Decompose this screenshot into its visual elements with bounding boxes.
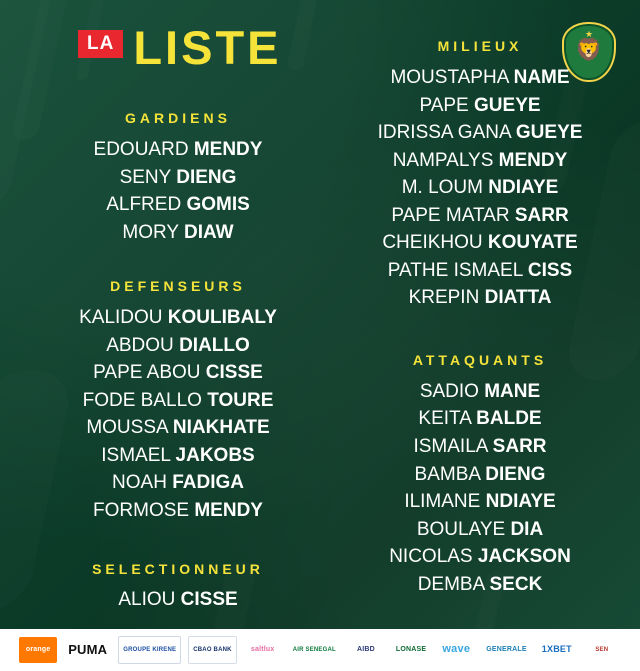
list-item <box>330 543 630 571</box>
player-last-name: DIALLO <box>179 334 250 356</box>
player-first-name: SADIO <box>419 380 479 402</box>
player-last-name: SARR <box>514 204 569 226</box>
player-last-name: TOURE <box>207 389 274 411</box>
section-selectionneur <box>18 561 338 614</box>
player-last-name: KOUYATE <box>487 232 578 254</box>
player-last-name: MENDY <box>193 139 263 160</box>
senegal-federation-crest-icon: ★ 🦁 <box>562 22 616 82</box>
sponsor-logo-saltlux: saltlux <box>244 637 282 663</box>
player-last-name: JACKSON <box>477 546 571 568</box>
section-title-gardiens: GARDIENS <box>125 110 231 126</box>
player-first-name: DEMBA <box>417 573 485 595</box>
list-item <box>330 433 630 461</box>
section-title-defenseurs: DEFENSEURS <box>110 278 246 295</box>
player-first-name: CHEIKHOU <box>382 232 483 254</box>
sponsor-bar <box>0 629 640 671</box>
player-last-name: MANE <box>484 380 541 402</box>
player-first-name: KEITA <box>418 408 471 430</box>
list-item <box>330 119 630 147</box>
list-item <box>330 284 630 312</box>
player-last-name: SECK <box>489 573 543 595</box>
list-item <box>18 469 338 497</box>
section-title-attaquants: ATTAQUANTS <box>412 351 548 368</box>
player-first-name: NAMPALYS <box>392 149 494 171</box>
list-item <box>330 229 630 257</box>
player-first-name: ISMAEL <box>101 444 171 466</box>
list-item <box>330 257 630 285</box>
list-item <box>18 414 338 442</box>
player-first-name: NOAH <box>112 472 167 494</box>
player-last-name: DIAW <box>184 221 234 243</box>
player-last-name: GUEYE <box>515 122 583 144</box>
player-last-name: JAKOBS <box>175 444 255 466</box>
player-first-name: PAPE <box>419 94 469 116</box>
list-item <box>330 405 630 433</box>
list-item <box>330 488 630 516</box>
section-gardiens <box>18 110 338 246</box>
list-item <box>330 174 630 202</box>
player-first-name: ALFRED <box>106 194 182 216</box>
player-first-name: ABDOU <box>106 334 174 356</box>
section-milieux <box>330 38 630 312</box>
player-last-name: NDIAYE <box>485 491 556 513</box>
player-first-name: FODE BALLO <box>82 389 202 411</box>
section-title-selectionneur: SELECTIONNEUR <box>92 560 264 577</box>
list-item <box>330 92 630 120</box>
list-item <box>18 164 338 192</box>
player-first-name: MOUSTAPHA <box>390 67 509 88</box>
coach-last-name: CISSE <box>180 588 238 610</box>
la-badge: LA <box>78 30 123 58</box>
sponsor-logo-cbao-bank: CBAO BANK <box>188 636 236 664</box>
player-first-name: ILIMANE <box>404 491 481 513</box>
player-first-name: PAPE ABOU <box>93 362 201 384</box>
sponsor-logo-air-senegal: AIR SENEGAL <box>289 637 340 663</box>
player-last-name: DIA <box>510 518 544 540</box>
right-column <box>330 38 630 604</box>
player-first-name: BAMBA <box>414 463 480 485</box>
list-item <box>18 136 338 164</box>
coach-first-name: ALIOU <box>118 588 176 610</box>
list-item <box>330 64 630 92</box>
sponsor-logo-orange: orange <box>19 637 57 663</box>
player-last-name: CISSE <box>205 362 263 384</box>
player-first-name: M. LOUM <box>401 177 483 199</box>
list-item <box>18 442 338 470</box>
sponsor-logo-groupe-kirene: GROUPE KIRENE <box>118 636 181 664</box>
player-last-name: SARR <box>492 436 547 458</box>
player-last-name: DIATTA <box>484 287 552 309</box>
poster-title-block <box>78 21 282 74</box>
player-first-name: KREPIN <box>408 287 480 309</box>
sponsor-logo-puma: PUMA <box>64 637 111 663</box>
list-item <box>18 304 338 332</box>
player-last-name: NIAKHATE <box>172 417 270 439</box>
list-item <box>330 202 630 230</box>
list-item <box>330 147 630 175</box>
sponsor-logo-generale: GENERALE <box>482 637 531 663</box>
sponsor-logo-wave: wave <box>437 637 475 663</box>
player-last-name: BALDE <box>476 408 542 430</box>
player-first-name: IDRISSA GANA <box>377 122 511 144</box>
page-title: LISTE <box>133 21 282 74</box>
player-first-name: SENY <box>119 166 171 188</box>
section-defenseurs <box>18 278 338 524</box>
list-item <box>18 219 338 247</box>
list-item <box>330 516 630 544</box>
player-last-name: MENDY <box>194 500 263 522</box>
player-last-name: NDIAYE <box>488 177 559 199</box>
sponsor-logo-1xbet: 1XBET <box>538 637 576 663</box>
list-item <box>18 359 338 387</box>
sponsor-logo-sponsor-rouge: SEN <box>583 637 621 663</box>
player-last-name: FADIGA <box>172 472 244 494</box>
list-item <box>18 191 338 219</box>
list-item <box>18 497 338 525</box>
left-column <box>18 110 338 619</box>
player-last-name: GUEYE <box>474 94 541 116</box>
player-first-name: PAPE MATAR <box>391 204 510 226</box>
player-last-name: GOMIS <box>186 194 250 216</box>
list-item <box>18 586 338 614</box>
player-last-name: DIENG <box>485 463 546 485</box>
list-item <box>330 571 630 599</box>
player-first-name: EDOUARD <box>93 139 189 160</box>
list-item <box>18 387 338 415</box>
player-last-name: KOULIBALY <box>167 307 277 329</box>
list-item <box>330 378 630 406</box>
player-first-name: MOUSSA <box>86 417 168 439</box>
section-title-milieux: MILIEUX <box>437 38 523 54</box>
player-first-name: BOULAYE <box>416 518 506 540</box>
player-first-name: MORY <box>122 221 179 243</box>
player-first-name: ISMAILA <box>413 436 488 458</box>
player-first-name: NICOLAS <box>389 546 473 568</box>
section-attaquants <box>330 352 630 598</box>
player-first-name: PATHE ISMAEL <box>387 259 523 281</box>
sponsor-logo-lonase: LONASE <box>392 637 430 663</box>
player-first-name: FORMOSE <box>93 500 190 522</box>
player-last-name: CISS <box>527 259 573 281</box>
sponsor-logo-aibd: AIBD <box>347 637 385 663</box>
player-last-name: NAME <box>513 67 570 88</box>
player-last-name: DIENG <box>176 166 237 188</box>
list-item <box>18 332 338 360</box>
list-item <box>330 461 630 489</box>
player-last-name: MENDY <box>498 149 568 171</box>
player-first-name: KALIDOU <box>79 307 163 329</box>
